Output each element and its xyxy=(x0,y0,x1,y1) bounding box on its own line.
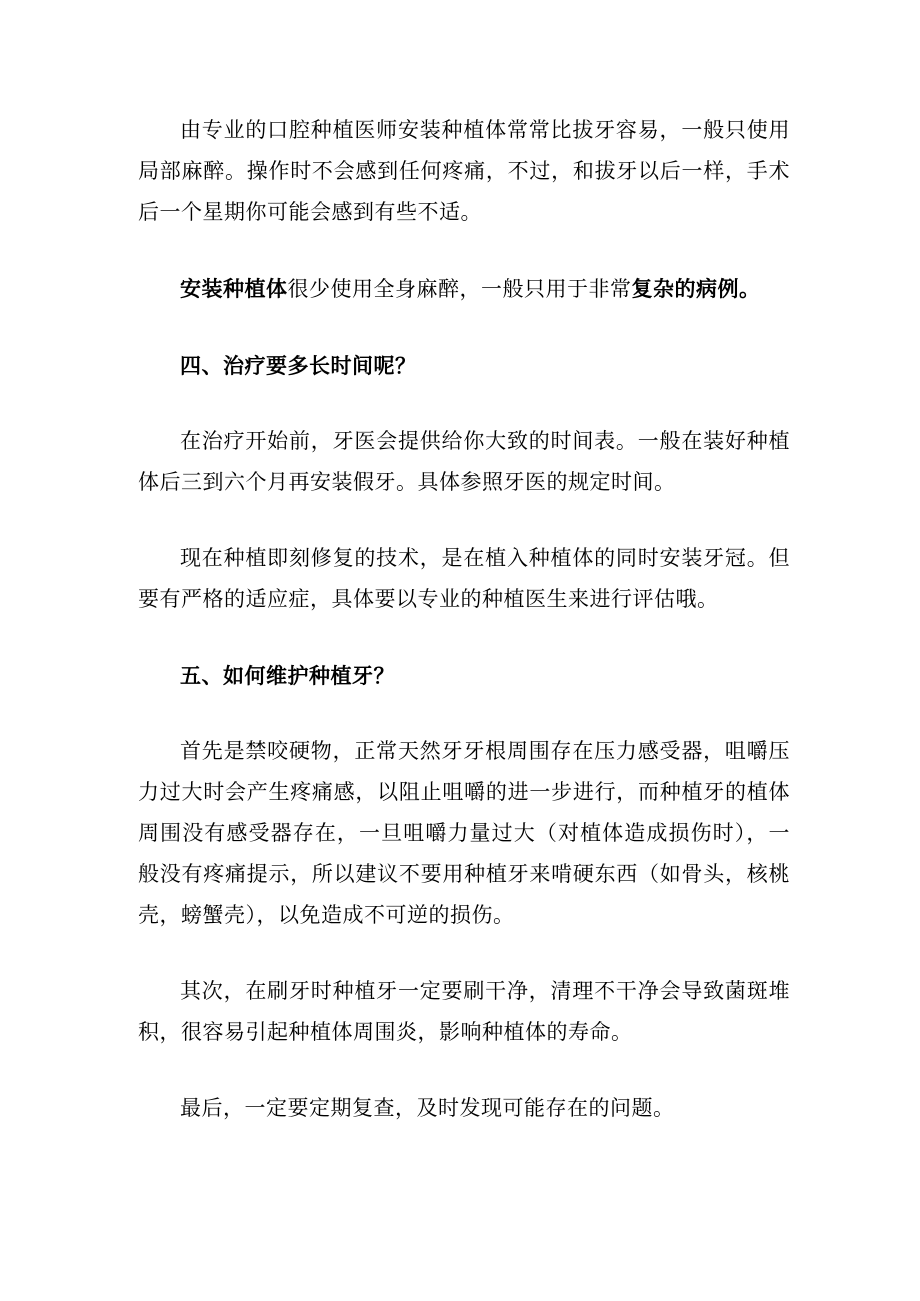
paragraph-general-anesthesia xyxy=(138,268,790,310)
paragraph-brushing: 其次，在刷牙时种植牙一定要刷干净，清理不干净会导致菌斑堆积，很容易引起种植体周围炎，影响种植体的寿命。 xyxy=(138,979,790,1044)
document-body xyxy=(138,110,790,1129)
paragraph-avoid-hard-food: 首先是禁咬硬物，正常天然牙牙根周围存在压力感受器，咀嚼压力过大时会产生疼痛感，以阻止咀嚼的进一步进行，而种植牙的植体周围没有感受器存在，一旦咀嚼力量过大（对植体造成损伤时），一般没有疼痛提示，所以建议不要用种植牙来啃硬东西（如骨头，核桃壳，螃蟹壳），以免造成不可逆的损伤。 xyxy=(138,739,790,927)
paragraph-timeline: 在治疗开始前，牙医会提供给你大致的时间表。一般在装好种植体后三到六个月再安装假牙。具体参照牙医的规定时间。 xyxy=(138,429,790,494)
section-heading-treatment-time: 四、治疗要多长时间呢？ xyxy=(180,353,417,378)
paragraph-anesthesia: 由专业的口腔种植医师安装种植体常常比拔牙容易，一般只使用局部麻醉。操作时不会感到任何疼痛，不过，和拔牙以后一样，手术后一个星期你可能会感到有些不适。 xyxy=(138,118,790,224)
paragraph-checkups: 最后，一定要定期复查，及时发现可能存在的问题。 xyxy=(180,1096,675,1120)
bold-text-implant: 安装种植体 xyxy=(180,276,288,301)
paragraph-text: 很少使用全身麻醉，一般只用于非常 xyxy=(287,277,632,301)
section-heading-maintenance: 五、如何维护种植牙？ xyxy=(180,663,395,688)
paragraph-immediate-restoration: 现在种植即刻修复的技术，是在植入种植体的同时安装牙冠。但要有严格的适应症，具体要以专业的种植医生来进行评估哦。 xyxy=(138,546,790,611)
bold-text-complex-cases: 复杂的病例。 xyxy=(631,276,761,301)
